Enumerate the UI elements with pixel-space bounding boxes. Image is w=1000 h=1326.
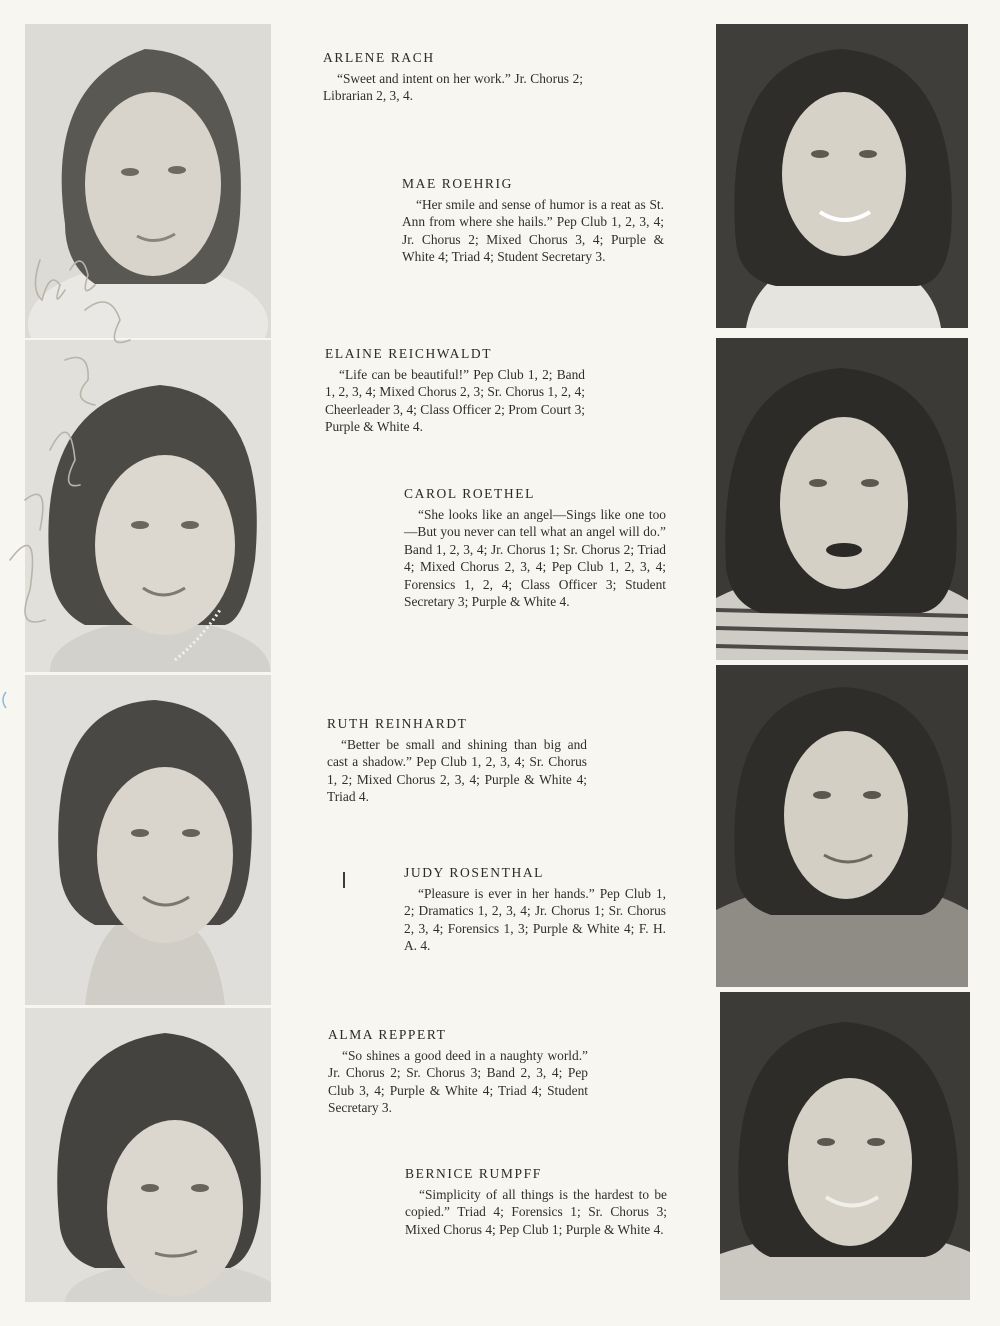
portrait-alma-reppert [25, 1008, 271, 1302]
student-name: MAE ROEHRIG [402, 176, 513, 191]
student-name: CAROL ROETHEL [404, 486, 535, 501]
stray-mark [343, 872, 345, 888]
student-bio: “Life can be beautiful!” Pep Club 1, 2; Band 1, 2, 3, 4; Mixed Chorus 2, 3; Sr. Chorus 1, 2, 4; Cheerleader 3, 4; Class Officer 2; Prom Court 3; Purple & White 4. [325, 367, 585, 435]
portrait-ruth-reinhardt [25, 675, 271, 1005]
entry-bernice-rumpff [405, 1166, 667, 1238]
student-name: RUTH REINHARDT [327, 716, 468, 731]
entry-ruth-reinhardt [327, 716, 587, 806]
student-name: ARLENE RACH [323, 50, 435, 65]
entry-judy-rosenthal [404, 865, 666, 955]
portrait-judy-rosenthal [716, 665, 968, 987]
student-bio: “She looks like an angel—Sings like one too—But you never can tell what an angel will do.” Band 1, 2, 3, 4; Jr. Chorus 1; Sr. Chorus 2; Triad 4; Mixed Chorus 2, 3, 4; Pep Club 1, 2, 3, 4; Forensics 1, 2, 4; Class Officer 3; Student Secretary 3; Purple & White 4. [404, 507, 666, 610]
portrait-carol-roethel [716, 338, 968, 660]
entry-alma-reppert [328, 1027, 588, 1117]
student-bio: “Pleasure is ever in her hands.” Pep Club 1, 2; Dramatics 1, 2, 3, 4; Jr. Chorus 1; Sr. Chorus 2, 3, 4; Forensics 1, 3; Purple & White 4; F. H. A. 4. [404, 886, 666, 954]
ink-mark [0, 690, 8, 710]
student-name: BERNICE RUMPFF [405, 1166, 542, 1181]
portrait-mae-roehrig [716, 24, 968, 328]
student-bio: “Better be small and shining than big and cast a shadow.” Pep Club 1, 2, 3, 4; Sr. Chorus 1, 2; Mixed Chorus 2, 3, 4; Purple & White 4; Triad 4. [327, 737, 587, 805]
student-bio: “So shines a good deed in a naughty world.” Jr. Chorus 2; Sr. Chorus 3; Band 2, 3, 4; Pep Club 3, 4; Purple & White 4; Triad 4; Student Secretary 3. [328, 1048, 588, 1116]
student-name: ALMA REPPERT [328, 1027, 447, 1042]
entry-elaine-reichwaldt [325, 346, 585, 436]
student-bio: “Simplicity of all things is the hardest to be copied.” Triad 4; Forensics 1; Sr. Chorus 3; Mixed Chorus 4; Pep Club 1; Purple & White 4. [405, 1187, 667, 1237]
entry-arlene-rach [323, 50, 583, 105]
student-bio: “Sweet and intent on her work.” Jr. Chorus 2; Librarian 2, 3, 4. [323, 71, 583, 104]
student-bio: “Her smile and sense of humor is a reat as St. Ann from where she hails.” Pep Club 1, 2, 3, 4; Jr. Chorus 2; Mixed Chorus 3, 4; Purple & White 4; Triad 4; Student Secretary 3. [402, 197, 664, 265]
student-name: JUDY ROSENTHAL [404, 865, 545, 880]
portrait-elaine-reichwaldt [25, 340, 271, 672]
portrait-arlene-rach [25, 24, 271, 338]
entry-mae-roehrig [402, 176, 664, 266]
portrait-bernice-rumpff [720, 992, 970, 1300]
student-name: ELAINE REICHWALDT [325, 346, 493, 361]
entry-carol-roethel [404, 486, 666, 610]
